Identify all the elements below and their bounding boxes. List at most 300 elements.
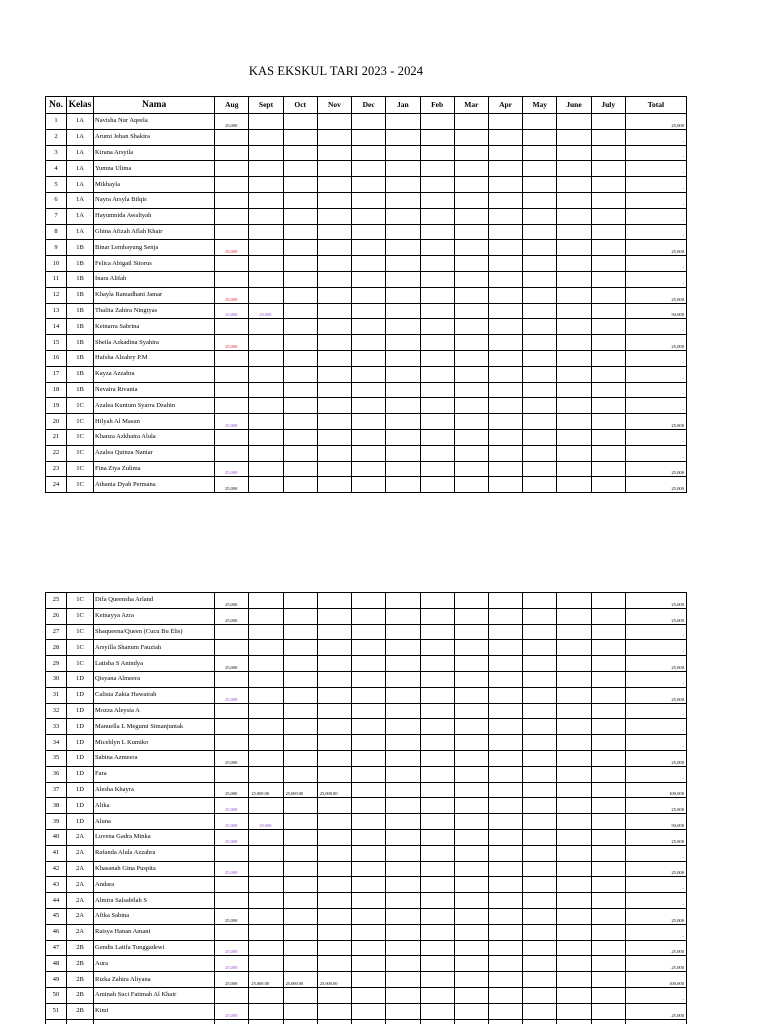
payment-aug xyxy=(215,893,249,909)
payment-empty xyxy=(591,319,625,335)
payment-nov xyxy=(317,271,351,287)
payment-nov xyxy=(317,208,351,224)
row-total: - xyxy=(625,624,686,640)
payment-empty xyxy=(420,145,454,161)
payment-sept: 25,000 xyxy=(249,814,283,830)
row-number: 15 xyxy=(46,335,67,351)
payment-empty xyxy=(454,924,488,940)
payment-empty xyxy=(420,1003,454,1019)
payment-empty xyxy=(591,719,625,735)
payment-empty xyxy=(352,114,386,130)
payment-empty xyxy=(488,956,522,972)
payment-empty xyxy=(352,687,386,703)
payment-nov xyxy=(317,750,351,766)
payment-empty xyxy=(352,287,386,303)
payment-empty xyxy=(591,861,625,877)
payment-nov xyxy=(317,240,351,256)
payment-empty xyxy=(352,240,386,256)
payment-nov xyxy=(317,461,351,477)
table-row xyxy=(46,303,687,319)
payment-empty xyxy=(523,224,557,240)
payment-nov xyxy=(317,908,351,924)
payment-empty xyxy=(488,271,522,287)
payment-sept xyxy=(249,271,283,287)
payment-aug: 25,000 xyxy=(215,798,249,814)
payment-empty xyxy=(591,1003,625,1019)
payment-empty xyxy=(420,861,454,877)
row-name: Latisha S Anindya xyxy=(94,656,215,672)
payment-empty xyxy=(420,798,454,814)
payment-empty xyxy=(523,782,557,798)
payment-empty xyxy=(591,208,625,224)
payment-empty xyxy=(386,766,420,782)
payment-empty xyxy=(454,687,488,703)
row-name: Navisha Nur Aqeela xyxy=(94,114,215,130)
table-row xyxy=(46,956,687,972)
payment-empty xyxy=(420,303,454,319)
row-class: 2B xyxy=(67,987,94,1003)
payment-empty xyxy=(591,429,625,445)
payment-sept xyxy=(249,1003,283,1019)
row-total: 25,000 xyxy=(625,750,686,766)
payment-empty xyxy=(454,893,488,909)
payment-empty xyxy=(386,845,420,861)
row-total: 25,000 xyxy=(625,908,686,924)
payment-empty xyxy=(523,382,557,398)
payment-empty xyxy=(420,240,454,256)
cell-cutoff xyxy=(454,1019,488,1024)
row-number: 25 xyxy=(46,593,67,609)
payment-empty xyxy=(386,271,420,287)
payment-empty xyxy=(523,893,557,909)
payment-empty xyxy=(386,129,420,145)
payment-oct xyxy=(283,940,317,956)
payment-empty xyxy=(352,766,386,782)
row-class: 1A xyxy=(67,224,94,240)
payment-empty xyxy=(454,798,488,814)
row-total: 25,000 xyxy=(625,461,686,477)
kas-table-page-1 xyxy=(45,96,687,493)
row-number: 48 xyxy=(46,956,67,972)
payment-empty xyxy=(557,656,591,672)
payment-empty xyxy=(420,782,454,798)
payment-empty xyxy=(420,271,454,287)
payment-empty xyxy=(386,735,420,751)
payment-empty xyxy=(591,114,625,130)
payment-aug: 25,000 xyxy=(215,940,249,956)
payment-empty xyxy=(488,335,522,351)
payment-nov xyxy=(317,640,351,656)
payment-oct xyxy=(283,593,317,609)
payment-sept xyxy=(249,987,283,1003)
payment-empty xyxy=(591,366,625,382)
payment-empty xyxy=(420,593,454,609)
payment-sept xyxy=(249,861,283,877)
column-header-feb: Feb xyxy=(420,97,454,114)
payment-empty xyxy=(557,429,591,445)
payment-oct xyxy=(283,256,317,272)
payment-empty xyxy=(557,224,591,240)
row-class: 2A xyxy=(67,877,94,893)
payment-nov xyxy=(317,145,351,161)
payment-empty xyxy=(386,972,420,988)
payment-oct xyxy=(283,829,317,845)
payment-empty xyxy=(557,398,591,414)
payment-aug xyxy=(215,382,249,398)
payment-aug xyxy=(215,845,249,861)
payment-aug xyxy=(215,129,249,145)
payment-empty xyxy=(454,735,488,751)
row-name: Khayla Ramadhani Jamar xyxy=(94,287,215,303)
payment-empty xyxy=(591,398,625,414)
payment-empty xyxy=(488,319,522,335)
cell-cutoff xyxy=(352,1019,386,1024)
row-total: 25,000 xyxy=(625,593,686,609)
payment-oct xyxy=(283,671,317,687)
row-class: 1D xyxy=(67,814,94,830)
row-name: Difa Queensha Arland xyxy=(94,593,215,609)
table-row xyxy=(46,161,687,177)
row-number: 10 xyxy=(46,256,67,272)
table-row xyxy=(46,845,687,861)
payment-oct xyxy=(283,461,317,477)
cell-cutoff xyxy=(523,1019,557,1024)
row-total: - xyxy=(625,256,686,272)
row-number: 33 xyxy=(46,719,67,735)
payment-empty xyxy=(591,750,625,766)
payment-empty xyxy=(420,335,454,351)
payment-oct xyxy=(283,114,317,130)
payment-empty xyxy=(557,303,591,319)
payment-empty xyxy=(523,287,557,303)
payment-empty xyxy=(420,429,454,445)
payment-empty xyxy=(591,461,625,477)
payment-aug: 25,000 xyxy=(215,829,249,845)
payment-empty xyxy=(386,287,420,303)
payment-empty xyxy=(488,177,522,193)
row-total: 25,000 xyxy=(625,656,686,672)
row-name: Kirana Arsyila xyxy=(94,145,215,161)
row-number: 4 xyxy=(46,161,67,177)
payment-empty xyxy=(386,477,420,493)
payment-empty xyxy=(488,624,522,640)
payment-empty xyxy=(591,145,625,161)
payment-empty xyxy=(523,845,557,861)
row-class: 1D xyxy=(67,671,94,687)
payment-empty xyxy=(557,782,591,798)
payment-empty xyxy=(454,782,488,798)
row-number: 20 xyxy=(46,414,67,430)
table-row xyxy=(46,735,687,751)
payment-aug xyxy=(215,624,249,640)
payment-oct xyxy=(283,719,317,735)
payment-empty xyxy=(523,687,557,703)
table-row xyxy=(46,893,687,909)
cell-cutoff xyxy=(317,1019,351,1024)
payment-nov xyxy=(317,829,351,845)
payment-aug: 25,000 xyxy=(215,861,249,877)
payment-sept xyxy=(249,366,283,382)
table-row xyxy=(46,608,687,624)
payment-sept xyxy=(249,735,283,751)
payment-nov xyxy=(317,656,351,672)
payment-empty xyxy=(557,671,591,687)
payment-empty xyxy=(591,608,625,624)
table-row xyxy=(46,987,687,1003)
payment-empty xyxy=(488,192,522,208)
payment-aug: 25,000 xyxy=(215,1003,249,1019)
payment-empty xyxy=(488,608,522,624)
payment-oct xyxy=(283,161,317,177)
table-row xyxy=(46,798,687,814)
row-number: 34 xyxy=(46,735,67,751)
row-total: 25,000 xyxy=(625,798,686,814)
payment-sept xyxy=(249,687,283,703)
row-name: Alesha Khayra xyxy=(94,782,215,798)
payment-sept xyxy=(249,924,283,940)
payment-empty xyxy=(488,256,522,272)
payment-sept xyxy=(249,703,283,719)
payment-empty xyxy=(591,987,625,1003)
payment-sept xyxy=(249,192,283,208)
payment-aug: 25,000 xyxy=(215,414,249,430)
payment-nov: 25,000.00 xyxy=(317,972,351,988)
row-class: 1C xyxy=(67,414,94,430)
payment-aug xyxy=(215,208,249,224)
row-name: Aluna xyxy=(94,814,215,830)
row-number: 36 xyxy=(46,766,67,782)
payment-empty xyxy=(454,177,488,193)
payment-empty xyxy=(352,177,386,193)
payment-empty xyxy=(523,350,557,366)
payment-aug xyxy=(215,766,249,782)
payment-empty xyxy=(352,908,386,924)
payment-empty xyxy=(352,782,386,798)
payment-empty xyxy=(386,256,420,272)
table-row xyxy=(46,145,687,161)
row-class: 2B xyxy=(67,1003,94,1019)
payment-empty xyxy=(454,114,488,130)
payment-empty xyxy=(454,129,488,145)
payment-sept xyxy=(249,319,283,335)
row-class: 2A xyxy=(67,845,94,861)
payment-empty xyxy=(386,303,420,319)
payment-empty xyxy=(591,782,625,798)
payment-nov xyxy=(317,177,351,193)
row-total: - xyxy=(625,924,686,940)
payment-empty xyxy=(454,145,488,161)
payment-empty xyxy=(420,461,454,477)
payment-empty xyxy=(591,287,625,303)
payment-empty xyxy=(591,624,625,640)
payment-sept xyxy=(249,208,283,224)
row-total: - xyxy=(625,987,686,1003)
payment-empty xyxy=(591,703,625,719)
payment-empty xyxy=(488,382,522,398)
payment-empty xyxy=(488,1003,522,1019)
payment-sept xyxy=(249,350,283,366)
payment-empty xyxy=(488,987,522,1003)
payment-aug xyxy=(215,366,249,382)
payment-empty xyxy=(523,177,557,193)
payment-empty xyxy=(420,845,454,861)
payment-aug: 25,000 xyxy=(215,750,249,766)
row-total: 25,000 xyxy=(625,1003,686,1019)
row-name: Hilyah Al Masun xyxy=(94,414,215,430)
payment-empty xyxy=(420,940,454,956)
payment-empty xyxy=(352,735,386,751)
payment-empty xyxy=(591,877,625,893)
row-name: Arsyilla Shanum Fauziah xyxy=(94,640,215,656)
payment-oct xyxy=(283,624,317,640)
table-row xyxy=(46,350,687,366)
payment-empty xyxy=(488,240,522,256)
payment-empty xyxy=(488,477,522,493)
payment-empty xyxy=(352,593,386,609)
payment-oct xyxy=(283,477,317,493)
row-number: 51 xyxy=(46,1003,67,1019)
cell-cutoff xyxy=(94,1019,215,1024)
payment-empty xyxy=(386,687,420,703)
payment-nov xyxy=(317,671,351,687)
table-row xyxy=(46,271,687,287)
payment-empty xyxy=(352,382,386,398)
row-total: - xyxy=(625,161,686,177)
payment-aug xyxy=(215,145,249,161)
row-total: - xyxy=(625,766,686,782)
payment-aug xyxy=(215,398,249,414)
payment-empty xyxy=(557,908,591,924)
payment-sept xyxy=(249,445,283,461)
payment-empty xyxy=(523,414,557,430)
payment-empty xyxy=(557,593,591,609)
payment-empty xyxy=(523,335,557,351)
table-row xyxy=(46,940,687,956)
row-class: 1B xyxy=(67,350,94,366)
payment-empty xyxy=(454,908,488,924)
payment-empty xyxy=(386,224,420,240)
row-name: Aminah Suci Fatimah Al Khair xyxy=(94,987,215,1003)
payment-empty xyxy=(591,256,625,272)
payment-empty xyxy=(523,829,557,845)
payment-aug xyxy=(215,735,249,751)
payment-empty xyxy=(420,829,454,845)
payment-empty xyxy=(557,1003,591,1019)
payment-empty xyxy=(591,177,625,193)
payment-empty xyxy=(386,145,420,161)
payment-empty xyxy=(386,877,420,893)
payment-empty xyxy=(488,719,522,735)
row-number: 18 xyxy=(46,382,67,398)
table-row xyxy=(46,240,687,256)
payment-empty xyxy=(557,640,591,656)
row-number: 16 xyxy=(46,350,67,366)
row-name: Gendis Latifa Tunggadewi xyxy=(94,940,215,956)
payment-empty xyxy=(523,956,557,972)
row-number: 8 xyxy=(46,224,67,240)
table-row xyxy=(46,398,687,414)
payment-oct xyxy=(283,908,317,924)
payment-oct xyxy=(283,224,317,240)
payment-empty xyxy=(352,366,386,382)
row-name: Athania Dyah Permana xyxy=(94,477,215,493)
payment-empty xyxy=(523,656,557,672)
payment-empty xyxy=(420,766,454,782)
row-class: 1C xyxy=(67,624,94,640)
payment-aug: 25,000 xyxy=(215,335,249,351)
payment-nov xyxy=(317,414,351,430)
table-row xyxy=(46,924,687,940)
payment-empty xyxy=(420,287,454,303)
row-name: Arumi Jehan Shakira xyxy=(94,129,215,145)
row-class: 1A xyxy=(67,208,94,224)
payment-empty xyxy=(352,319,386,335)
row-number: 46 xyxy=(46,924,67,940)
cell-cutoff xyxy=(283,1019,317,1024)
payment-nov xyxy=(317,924,351,940)
row-class: 1A xyxy=(67,177,94,193)
payment-empty xyxy=(386,624,420,640)
row-class: 1C xyxy=(67,656,94,672)
payment-empty xyxy=(523,461,557,477)
payment-empty xyxy=(523,256,557,272)
payment-empty xyxy=(557,208,591,224)
table-row xyxy=(46,429,687,445)
payment-sept xyxy=(249,671,283,687)
payment-empty xyxy=(454,972,488,988)
payment-nov xyxy=(317,319,351,335)
payment-empty xyxy=(420,893,454,909)
payment-aug: 25,000 xyxy=(215,477,249,493)
row-name: Felica Abigail Sitorus xyxy=(94,256,215,272)
row-class: 1C xyxy=(67,429,94,445)
payment-nov xyxy=(317,687,351,703)
row-number: 28 xyxy=(46,640,67,656)
row-class: 2B xyxy=(67,972,94,988)
payment-empty xyxy=(420,224,454,240)
payment-oct: 25,000.00 xyxy=(283,782,317,798)
row-total: - xyxy=(625,208,686,224)
payment-empty xyxy=(523,271,557,287)
payment-empty xyxy=(523,319,557,335)
payment-empty xyxy=(488,924,522,940)
payment-empty xyxy=(454,1003,488,1019)
row-class: 2A xyxy=(67,893,94,909)
payment-sept xyxy=(249,145,283,161)
payment-sept xyxy=(249,877,283,893)
payment-empty xyxy=(420,735,454,751)
payment-oct xyxy=(283,429,317,445)
row-total: 50,000 xyxy=(625,303,686,319)
payment-empty xyxy=(386,161,420,177)
payment-empty xyxy=(523,477,557,493)
payment-empty xyxy=(488,845,522,861)
column-header-kelas: Kelas xyxy=(67,97,94,114)
payment-empty xyxy=(386,829,420,845)
payment-empty xyxy=(454,750,488,766)
payment-empty xyxy=(454,224,488,240)
sheet-title: KAS EKSKUL TARI 2023 - 2024 xyxy=(248,64,424,78)
payment-empty xyxy=(557,271,591,287)
payment-sept xyxy=(249,177,283,193)
payment-empty xyxy=(420,703,454,719)
payment-empty xyxy=(352,414,386,430)
row-class: 1D xyxy=(67,798,94,814)
payment-aug: 25,000 xyxy=(215,782,249,798)
payment-empty xyxy=(454,366,488,382)
payment-aug: 25,000 xyxy=(215,287,249,303)
row-class: 2B xyxy=(67,956,94,972)
